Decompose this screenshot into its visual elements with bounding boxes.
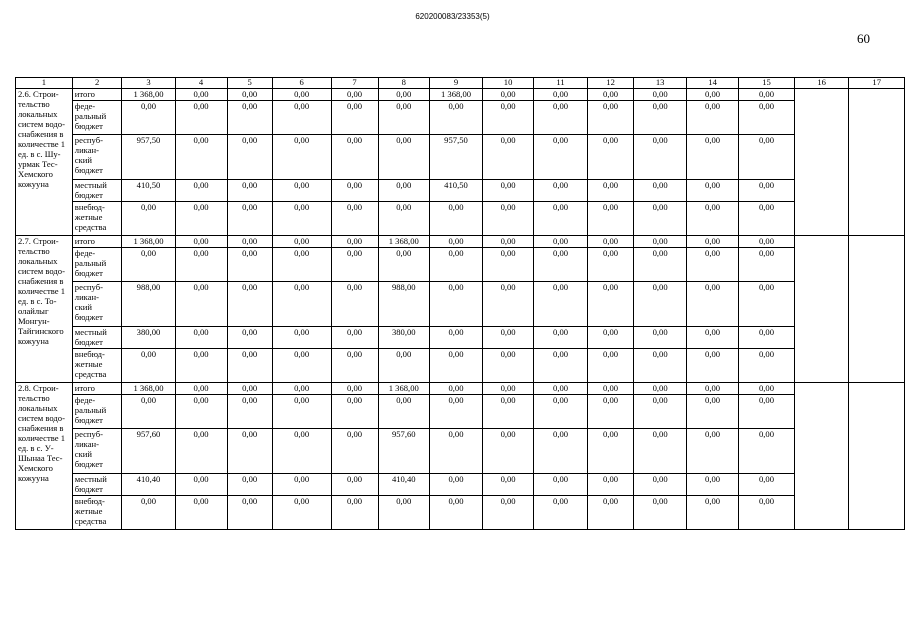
value-cell: 0,00 (175, 327, 227, 349)
value-cell: 0,00 (687, 101, 739, 135)
activity-name: 2.8. Строи- тельство локальных систем водо- снабжения в количестве 1 ед. в с. У- Шынаа Тес- Хемского кожууна (16, 383, 73, 530)
funding-source: итого (72, 383, 122, 395)
column-number-row (16, 78, 905, 89)
table-row (16, 135, 905, 180)
value-cell: 0,00 (272, 327, 331, 349)
value-cell: 0,00 (331, 236, 378, 248)
value-cell: 0,00 (534, 180, 588, 202)
value-cell: 0,00 (634, 202, 687, 236)
value-cell: 0,00 (331, 202, 378, 236)
value-cell: 0,00 (331, 496, 378, 530)
value-cell: 0,00 (483, 202, 534, 236)
funding-source: внебюд- жетные средства (72, 202, 122, 236)
value-cell: 0,00 (429, 349, 482, 383)
column-header-4: 4 (175, 78, 227, 89)
value-cell: 0,00 (122, 349, 175, 383)
value-cell: 0,00 (378, 202, 429, 236)
value-cell: 1 368,00 (378, 236, 429, 248)
value-cell: 0,00 (331, 248, 378, 282)
value-cell: 0,00 (331, 135, 378, 180)
column-header-7: 7 (331, 78, 378, 89)
column-header-15: 15 (739, 78, 795, 89)
table-row (16, 474, 905, 496)
value-cell: 0,00 (429, 383, 482, 395)
column-header-9: 9 (429, 78, 482, 89)
value-cell: 0,00 (331, 180, 378, 202)
value-cell: 0,00 (272, 135, 331, 180)
table-row (16, 496, 905, 530)
column-header-5: 5 (227, 78, 272, 89)
activity-name: 2.6. Строи- тельство локальных систем водо- снабжения в количестве 1 ед. в с. Шу- урмак Тес- Хемского кожууна (16, 89, 73, 236)
value-cell: 0,00 (175, 89, 227, 101)
table-row (16, 89, 905, 101)
value-cell: 0,00 (588, 429, 634, 474)
value-cell: 0,00 (739, 429, 795, 474)
value-cell: 0,00 (534, 248, 588, 282)
value-cell: 0,00 (739, 236, 795, 248)
value-cell: 0,00 (739, 101, 795, 135)
funding-source: местный бюджет (72, 474, 122, 496)
table-row (16, 327, 905, 349)
value-cell: 0,00 (227, 349, 272, 383)
value-cell: 0,00 (227, 135, 272, 180)
value-cell: 0,00 (687, 135, 739, 180)
value-cell: 0,00 (272, 202, 331, 236)
value-cell: 0,00 (331, 101, 378, 135)
value-cell: 957,60 (378, 429, 429, 474)
value-cell: 0,00 (175, 135, 227, 180)
value-cell: 0,00 (634, 327, 687, 349)
funding-source: респуб- ликан- ский бюджет (72, 135, 122, 180)
value-cell: 0,00 (588, 202, 634, 236)
value-cell: 988,00 (122, 282, 175, 327)
value-cell: 410,50 (122, 180, 175, 202)
value-cell: 0,00 (175, 474, 227, 496)
value-cell: 0,00 (534, 327, 588, 349)
value-cell: 0,00 (687, 180, 739, 202)
funding-source: феде- ральный бюджет (72, 395, 122, 429)
value-cell: 0,00 (483, 349, 534, 383)
value-cell: 0,00 (588, 474, 634, 496)
value-cell: 0,00 (175, 101, 227, 135)
value-cell: 0,00 (175, 180, 227, 202)
value-cell: 0,00 (687, 395, 739, 429)
value-cell: 0,00 (588, 101, 634, 135)
value-cell: 1 368,00 (378, 383, 429, 395)
value-cell: 0,00 (534, 383, 588, 395)
value-cell: 1 368,00 (429, 89, 482, 101)
value-cell: 0,00 (272, 101, 331, 135)
value-cell: 957,50 (429, 135, 482, 180)
value-cell: 0,00 (272, 474, 331, 496)
value-cell: 0,00 (272, 248, 331, 282)
value-cell: 0,00 (122, 496, 175, 530)
budget-table (15, 77, 905, 530)
value-cell: 0,00 (122, 202, 175, 236)
value-cell: 0,00 (429, 202, 482, 236)
value-cell: 0,00 (175, 395, 227, 429)
funding-source: внебюд- жетные средства (72, 496, 122, 530)
empty-cell-col16 (794, 236, 849, 383)
value-cell: 0,00 (534, 282, 588, 327)
value-cell: 0,00 (175, 429, 227, 474)
value-cell: 0,00 (227, 496, 272, 530)
funding-source: итого (72, 89, 122, 101)
value-cell: 0,00 (634, 89, 687, 101)
value-cell: 0,00 (378, 496, 429, 530)
column-header-3: 3 (122, 78, 175, 89)
value-cell: 1 368,00 (122, 236, 175, 248)
value-cell: 0,00 (687, 248, 739, 282)
value-cell: 0,00 (534, 496, 588, 530)
funding-source: итого (72, 236, 122, 248)
value-cell: 0,00 (272, 429, 331, 474)
column-header-8: 8 (378, 78, 429, 89)
empty-cell-col17 (849, 383, 905, 530)
column-header-17: 17 (849, 78, 905, 89)
column-header-14: 14 (687, 78, 739, 89)
value-cell: 0,00 (687, 496, 739, 530)
value-cell: 0,00 (634, 474, 687, 496)
value-cell: 0,00 (483, 474, 534, 496)
value-cell: 0,00 (588, 236, 634, 248)
value-cell: 0,00 (175, 248, 227, 282)
value-cell: 0,00 (588, 89, 634, 101)
value-cell: 0,00 (588, 135, 634, 180)
value-cell: 0,00 (739, 89, 795, 101)
table-row (16, 101, 905, 135)
value-cell: 0,00 (588, 248, 634, 282)
value-cell: 0,00 (378, 135, 429, 180)
value-cell: 0,00 (227, 327, 272, 349)
value-cell: 0,00 (687, 202, 739, 236)
value-cell: 0,00 (483, 236, 534, 248)
value-cell: 0,00 (378, 349, 429, 383)
table-row (16, 395, 905, 429)
value-cell: 0,00 (588, 349, 634, 383)
value-cell: 0,00 (739, 395, 795, 429)
table-row (16, 383, 905, 395)
value-cell: 0,00 (588, 327, 634, 349)
funding-source: респуб- ликан- ский бюджет (72, 429, 122, 474)
empty-cell-col17 (849, 236, 905, 383)
value-cell: 0,00 (227, 236, 272, 248)
value-cell: 0,00 (483, 395, 534, 429)
value-cell: 0,00 (227, 474, 272, 496)
value-cell: 0,00 (739, 248, 795, 282)
value-cell: 0,00 (429, 101, 482, 135)
funding-source: местный бюджет (72, 180, 122, 202)
value-cell: 410,50 (429, 180, 482, 202)
value-cell: 957,60 (122, 429, 175, 474)
table-row (16, 180, 905, 202)
value-cell: 0,00 (429, 282, 482, 327)
value-cell: 0,00 (331, 429, 378, 474)
value-cell: 0,00 (588, 180, 634, 202)
value-cell: 0,00 (227, 101, 272, 135)
value-cell: 0,00 (227, 248, 272, 282)
value-cell: 1 368,00 (122, 89, 175, 101)
value-cell: 0,00 (634, 395, 687, 429)
value-cell: 0,00 (227, 395, 272, 429)
value-cell: 0,00 (634, 180, 687, 202)
activity-name: 2.7. Строи- тельство локальных систем водо- снабжения в количестве 1 ед. в с. То- олайлыг Монгун- Тайгинского кожууна (16, 236, 73, 383)
value-cell: 0,00 (175, 383, 227, 395)
value-cell: 0,00 (534, 89, 588, 101)
value-cell: 0,00 (739, 474, 795, 496)
value-cell: 0,00 (175, 236, 227, 248)
value-cell: 0,00 (739, 202, 795, 236)
value-cell: 0,00 (331, 383, 378, 395)
value-cell: 0,00 (272, 89, 331, 101)
value-cell: 0,00 (739, 180, 795, 202)
value-cell: 0,00 (634, 135, 687, 180)
table-row (16, 282, 905, 327)
value-cell: 0,00 (534, 101, 588, 135)
column-header-13: 13 (634, 78, 687, 89)
column-header-16: 16 (794, 78, 849, 89)
value-cell: 0,00 (272, 236, 331, 248)
value-cell: 988,00 (378, 282, 429, 327)
table-row (16, 202, 905, 236)
column-header-10: 10 (483, 78, 534, 89)
value-cell: 0,00 (687, 236, 739, 248)
value-cell: 0,00 (687, 383, 739, 395)
value-cell: 0,00 (534, 395, 588, 429)
value-cell: 0,00 (739, 327, 795, 349)
value-cell: 0,00 (739, 135, 795, 180)
value-cell: 0,00 (687, 282, 739, 327)
value-cell: 0,00 (534, 429, 588, 474)
value-cell: 0,00 (227, 180, 272, 202)
value-cell: 0,00 (634, 383, 687, 395)
value-cell: 0,00 (429, 327, 482, 349)
value-cell: 0,00 (687, 349, 739, 383)
value-cell: 0,00 (175, 349, 227, 383)
value-cell: 0,00 (483, 248, 534, 282)
value-cell: 0,00 (634, 101, 687, 135)
value-cell: 0,00 (429, 236, 482, 248)
value-cell: 0,00 (588, 496, 634, 530)
value-cell: 0,00 (122, 101, 175, 135)
value-cell: 0,00 (588, 282, 634, 327)
value-cell: 0,00 (687, 327, 739, 349)
value-cell: 0,00 (483, 89, 534, 101)
value-cell: 0,00 (272, 395, 331, 429)
table-row (16, 349, 905, 383)
value-cell: 0,00 (588, 395, 634, 429)
value-cell: 0,00 (739, 282, 795, 327)
value-cell: 0,00 (272, 383, 331, 395)
column-header-2: 2 (72, 78, 122, 89)
column-header-11: 11 (534, 78, 588, 89)
value-cell: 0,00 (534, 349, 588, 383)
value-cell: 0,00 (687, 474, 739, 496)
value-cell: 0,00 (331, 349, 378, 383)
value-cell: 0,00 (378, 89, 429, 101)
value-cell: 410,40 (378, 474, 429, 496)
funding-source: внебюд- жетные средства (72, 349, 122, 383)
value-cell: 0,00 (272, 496, 331, 530)
value-cell: 0,00 (378, 101, 429, 135)
value-cell: 0,00 (175, 202, 227, 236)
value-cell: 0,00 (331, 474, 378, 496)
page-number: 60 (857, 31, 870, 46)
value-cell: 410,40 (122, 474, 175, 496)
funding-source: феде- ральный бюджет (72, 248, 122, 282)
value-cell: 0,00 (331, 282, 378, 327)
value-cell: 0,00 (687, 89, 739, 101)
value-cell: 0,00 (534, 236, 588, 248)
value-cell: 0,00 (227, 383, 272, 395)
value-cell: 0,00 (378, 395, 429, 429)
value-cell: 0,00 (739, 496, 795, 530)
value-cell: 0,00 (483, 180, 534, 202)
empty-cell-col16 (794, 383, 849, 530)
column-header-12: 12 (588, 78, 634, 89)
value-cell: 0,00 (378, 248, 429, 282)
value-cell: 0,00 (227, 89, 272, 101)
empty-cell-col16 (794, 89, 849, 236)
value-cell: 0,00 (634, 248, 687, 282)
funding-source: респуб- ликан- ский бюджет (72, 282, 122, 327)
value-cell: 0,00 (634, 429, 687, 474)
value-cell: 0,00 (483, 135, 534, 180)
value-cell: 0,00 (483, 282, 534, 327)
value-cell: 1 368,00 (122, 383, 175, 395)
funding-source: местный бюджет (72, 327, 122, 349)
value-cell: 0,00 (122, 248, 175, 282)
value-cell: 0,00 (483, 496, 534, 530)
column-header-1: 1 (16, 78, 73, 89)
table-row (16, 429, 905, 474)
table-row (16, 248, 905, 282)
value-cell: 0,00 (739, 383, 795, 395)
value-cell: 0,00 (378, 180, 429, 202)
value-cell: 0,00 (483, 327, 534, 349)
value-cell: 0,00 (534, 135, 588, 180)
value-cell: 0,00 (588, 383, 634, 395)
value-cell: 0,00 (272, 180, 331, 202)
value-cell: 0,00 (429, 496, 482, 530)
value-cell: 0,00 (175, 282, 227, 327)
column-header-6: 6 (272, 78, 331, 89)
value-cell: 0,00 (227, 282, 272, 327)
funding-source: феде- ральный бюджет (72, 101, 122, 135)
value-cell: 0,00 (429, 395, 482, 429)
value-cell: 0,00 (429, 429, 482, 474)
value-cell: 0,00 (483, 383, 534, 395)
value-cell: 0,00 (272, 282, 331, 327)
value-cell: 380,00 (378, 327, 429, 349)
value-cell: 0,00 (272, 349, 331, 383)
value-cell: 0,00 (429, 474, 482, 496)
value-cell: 0,00 (634, 496, 687, 530)
value-cell: 0,00 (331, 395, 378, 429)
value-cell: 0,00 (534, 202, 588, 236)
empty-cell-col17 (849, 89, 905, 236)
value-cell: 0,00 (634, 236, 687, 248)
value-cell: 0,00 (739, 349, 795, 383)
value-cell: 0,00 (534, 474, 588, 496)
value-cell: 0,00 (331, 89, 378, 101)
value-cell: 0,00 (687, 429, 739, 474)
value-cell: 0,00 (175, 496, 227, 530)
value-cell: 0,00 (331, 327, 378, 349)
document-id: 620200083/23353(5) (415, 12, 490, 21)
table-row (16, 236, 905, 248)
value-cell: 0,00 (634, 349, 687, 383)
value-cell: 0,00 (483, 101, 534, 135)
value-cell: 0,00 (483, 429, 534, 474)
value-cell: 0,00 (227, 429, 272, 474)
value-cell: 957,50 (122, 135, 175, 180)
value-cell: 0,00 (429, 248, 482, 282)
value-cell: 0,00 (634, 282, 687, 327)
value-cell: 0,00 (122, 395, 175, 429)
value-cell: 380,00 (122, 327, 175, 349)
value-cell: 0,00 (227, 202, 272, 236)
